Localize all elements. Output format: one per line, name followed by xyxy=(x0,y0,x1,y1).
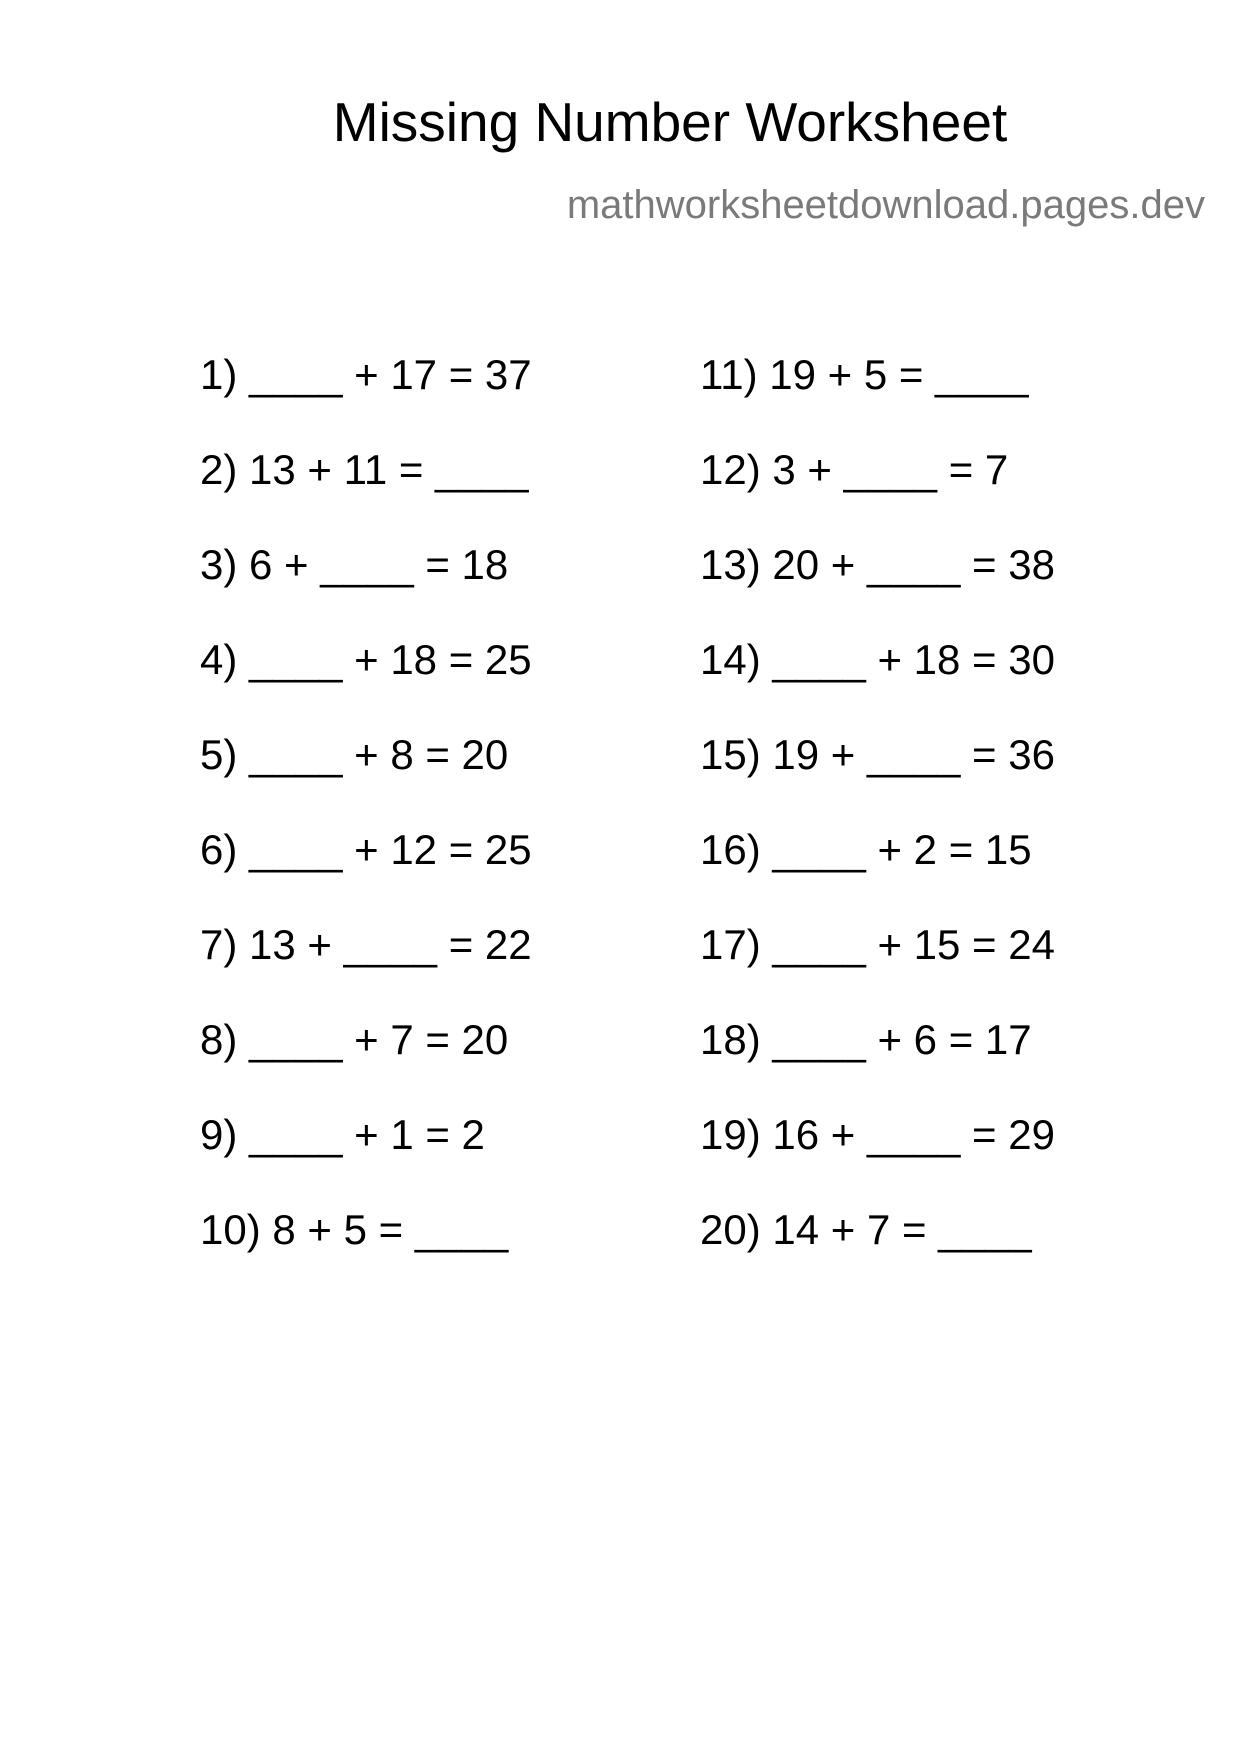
problem-20: 20) 14 + 7 = ____ xyxy=(700,1206,1032,1253)
problem-19: 19) 16 + ____ = 29 xyxy=(700,1111,1055,1158)
problem-15: 15) 19 + ____ = 36 xyxy=(700,731,1055,778)
problem-column-right xyxy=(700,350,1055,1300)
problem-9: 9) ____ + 1 = 2 xyxy=(200,1111,485,1158)
problem-column-left xyxy=(200,350,532,1300)
problem-1: 1) ____ + 17 = 37 xyxy=(200,351,532,398)
problem-2: 2) 13 + 11 = ____ xyxy=(200,446,529,493)
problem-7: 7) 13 + ____ = 22 xyxy=(200,921,532,968)
problem-5: 5) ____ + 8 = 20 xyxy=(200,731,509,778)
problem-11: 11) 19 + 5 = ____ xyxy=(700,351,1029,398)
problem-18: 18) ____ + 6 = 17 xyxy=(700,1016,1032,1063)
problem-6: 6) ____ + 12 = 25 xyxy=(200,826,532,873)
problem-17: 17) ____ + 15 = 24 xyxy=(700,921,1055,968)
problem-14: 14) ____ + 18 = 30 xyxy=(700,636,1055,683)
worksheet-title: Missing Number Worksheet xyxy=(332,91,1008,153)
problem-10: 10) 8 + 5 = ____ xyxy=(200,1206,509,1253)
problem-12: 12) 3 + ____ = 7 xyxy=(700,446,1009,493)
problem-13: 13) 20 + ____ = 38 xyxy=(700,541,1055,588)
website-url: mathworksheetdownload.pages.dev xyxy=(566,183,1205,227)
problem-8: 8) ____ + 7 = 20 xyxy=(200,1016,509,1063)
problem-16: 16) ____ + 2 = 15 xyxy=(700,826,1032,873)
problem-4: 4) ____ + 18 = 25 xyxy=(200,636,532,683)
problem-3: 3) 6 + ____ = 18 xyxy=(200,541,509,588)
